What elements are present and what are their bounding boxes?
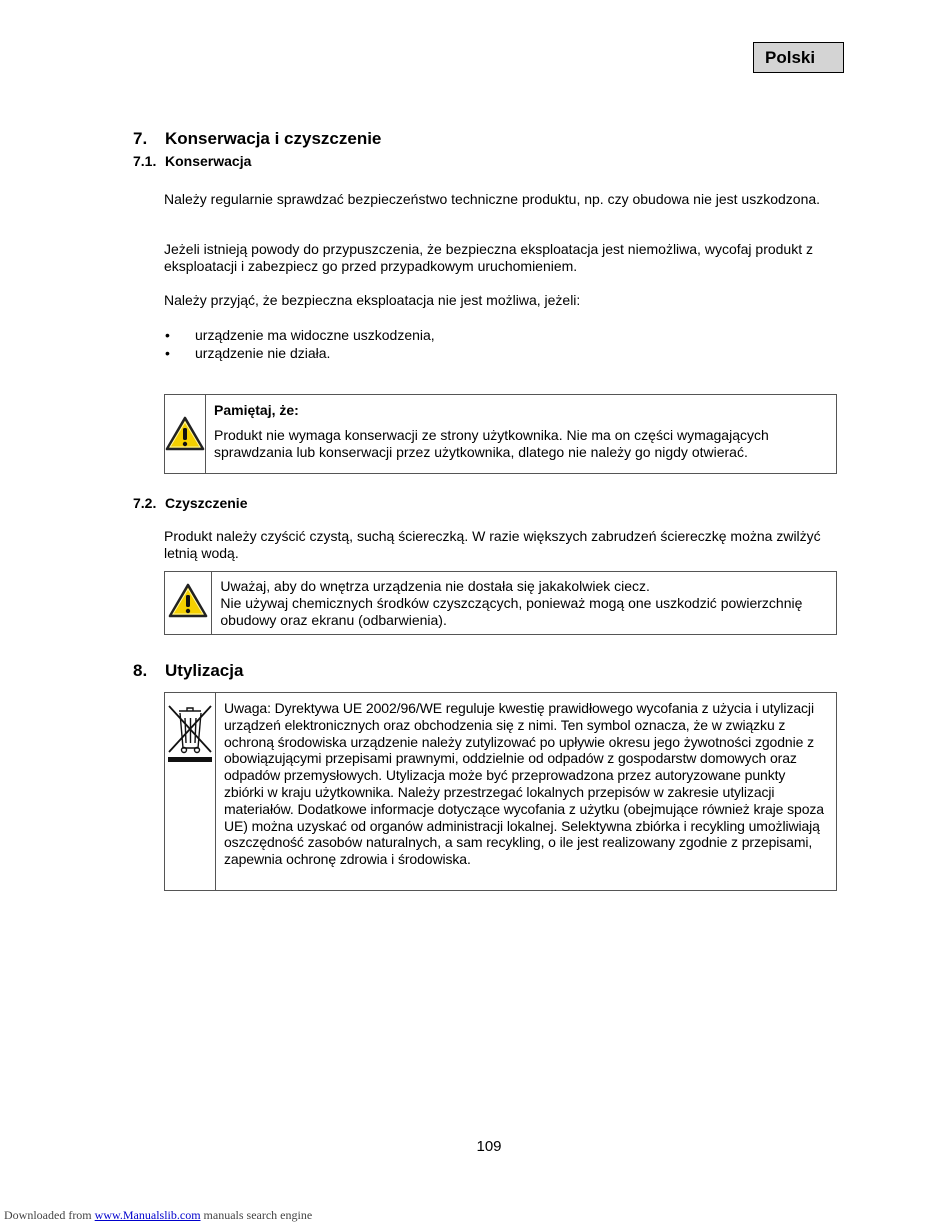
page-number: 109 [476,1138,502,1155]
section-7-1-title: Konserwacja [165,153,252,169]
warning-line-2: Nie używaj chemicznych środków czyszczących, ponieważ mogą one uszkodzić powierzchnię obudowy oraz ekranu (odbarwienia). [220,595,803,628]
section-7-2-title: Czyszczenie [165,495,248,511]
language-badge: Polski [753,42,844,73]
maintenance-note-box [164,394,837,474]
section-8-title: Utylizacja [165,661,244,680]
warning-text-cell [212,572,836,634]
manualslib-link[interactable]: www.Manualslib.com [94,1208,201,1222]
cleaning-paragraph: Produkt należy czyścić czystą, suchą ściereczką. W razie większych zabrudzeń ściereczkę można zwilżyć letnią wodą. [164,528,821,561]
list-item-text: urządzenie ma widoczne uszkodzenia, [195,327,435,343]
section-7-title: Konserwacja i czyszczenie [165,129,382,148]
section-7-1-number: 7.1. [133,153,157,169]
bullet-icon: • [165,327,170,343]
note-title: Pamiętaj, że: [214,402,299,418]
note-text: Produkt nie wymaga konserwacji ze strony użytkownika. Nie ma on części wymagających sprawdzania lub konserwacji przez użytkownika, dlatego nie należy go nigdy otwierać. [214,427,769,460]
warning-triangle-icon [168,583,208,619]
crossed-out-wheelie-bin-icon [165,702,215,764]
warning-icon-cell [165,572,212,634]
maintenance-paragraph-2: Jeżeli istnieją powody do przypuszczenia, że bezpieczna eksploatacja jest niemożliwa, wycofaj produkt z eksploatacji i zabezpiecz go przed przypadkowym uruchomieniem. [164,241,813,274]
disposal-box [164,692,837,891]
list-item [164,326,435,344]
note-icon-cell [165,395,206,473]
cleaning-warning-box [164,571,837,635]
bullet-icon: • [165,345,170,361]
section-8-number: 8. [133,661,148,680]
note-text-cell [206,395,836,473]
maintenance-paragraph-3: Należy przyjąć, że bezpieczna eksploatacja nie jest możliwa, jeżeli: [164,292,581,308]
unsafe-conditions-list [164,326,435,362]
download-suffix: manuals search engine [203,1208,313,1222]
disposal-text: Uwaga: Dyrektywa UE 2002/96/WE reguluje kwestię prawidłowego wycofania z użycia i utylizacji urządzeń elektronicznych oraz obchodzenia się z nimi. Ten symbol oznacza, że w związku z ochroną środowiska urządzenie należy zutylizować po upływie okresu jego żywotności zgodnie z obowiązującymi przepisami prawnymi, oddzielnie od odpadów z gospodarstw domowych oraz odpadów przemysłowych. Utylizacja może być przeprowadzona przez autoryzowane punkty zbiórki w kraju użytkownika. Należy przestrzegać lokalnych przepisów w zakresie utylizacji materiałów. Dodatkowe informacje dotyczące wycofania z użytku (obejmujące również kraje spoza UE) można uzyskać od organów administracji lokalnej. Selektywna zbiórka i recykling umożliwiają oszczędność zasobów naturalnych, a sam recykling, o ile jest realizowany zgodnie z przepisami, zapewnia ochronę zdrowia i środowiska. [224,700,824,868]
section-7-number: 7. [133,129,148,148]
maintenance-paragraph-1: Należy regularnie sprawdzać bezpieczeństwo techniczne produktu, np. czy obudowa nie jest uszkodzona. [164,191,821,207]
warning-line-1: Uważaj, aby do wnętrza urządzenia nie dostała się jakakolwiek ciecz. [220,578,650,594]
disposal-icon-cell [165,693,216,890]
section-7-2-number: 7.2. [133,495,157,511]
list-item [164,344,435,362]
download-prefix: Downloaded from [4,1208,92,1222]
download-footer [4,1208,312,1223]
list-item-text: urządzenie nie działa. [195,345,331,361]
warning-triangle-icon [165,416,205,452]
